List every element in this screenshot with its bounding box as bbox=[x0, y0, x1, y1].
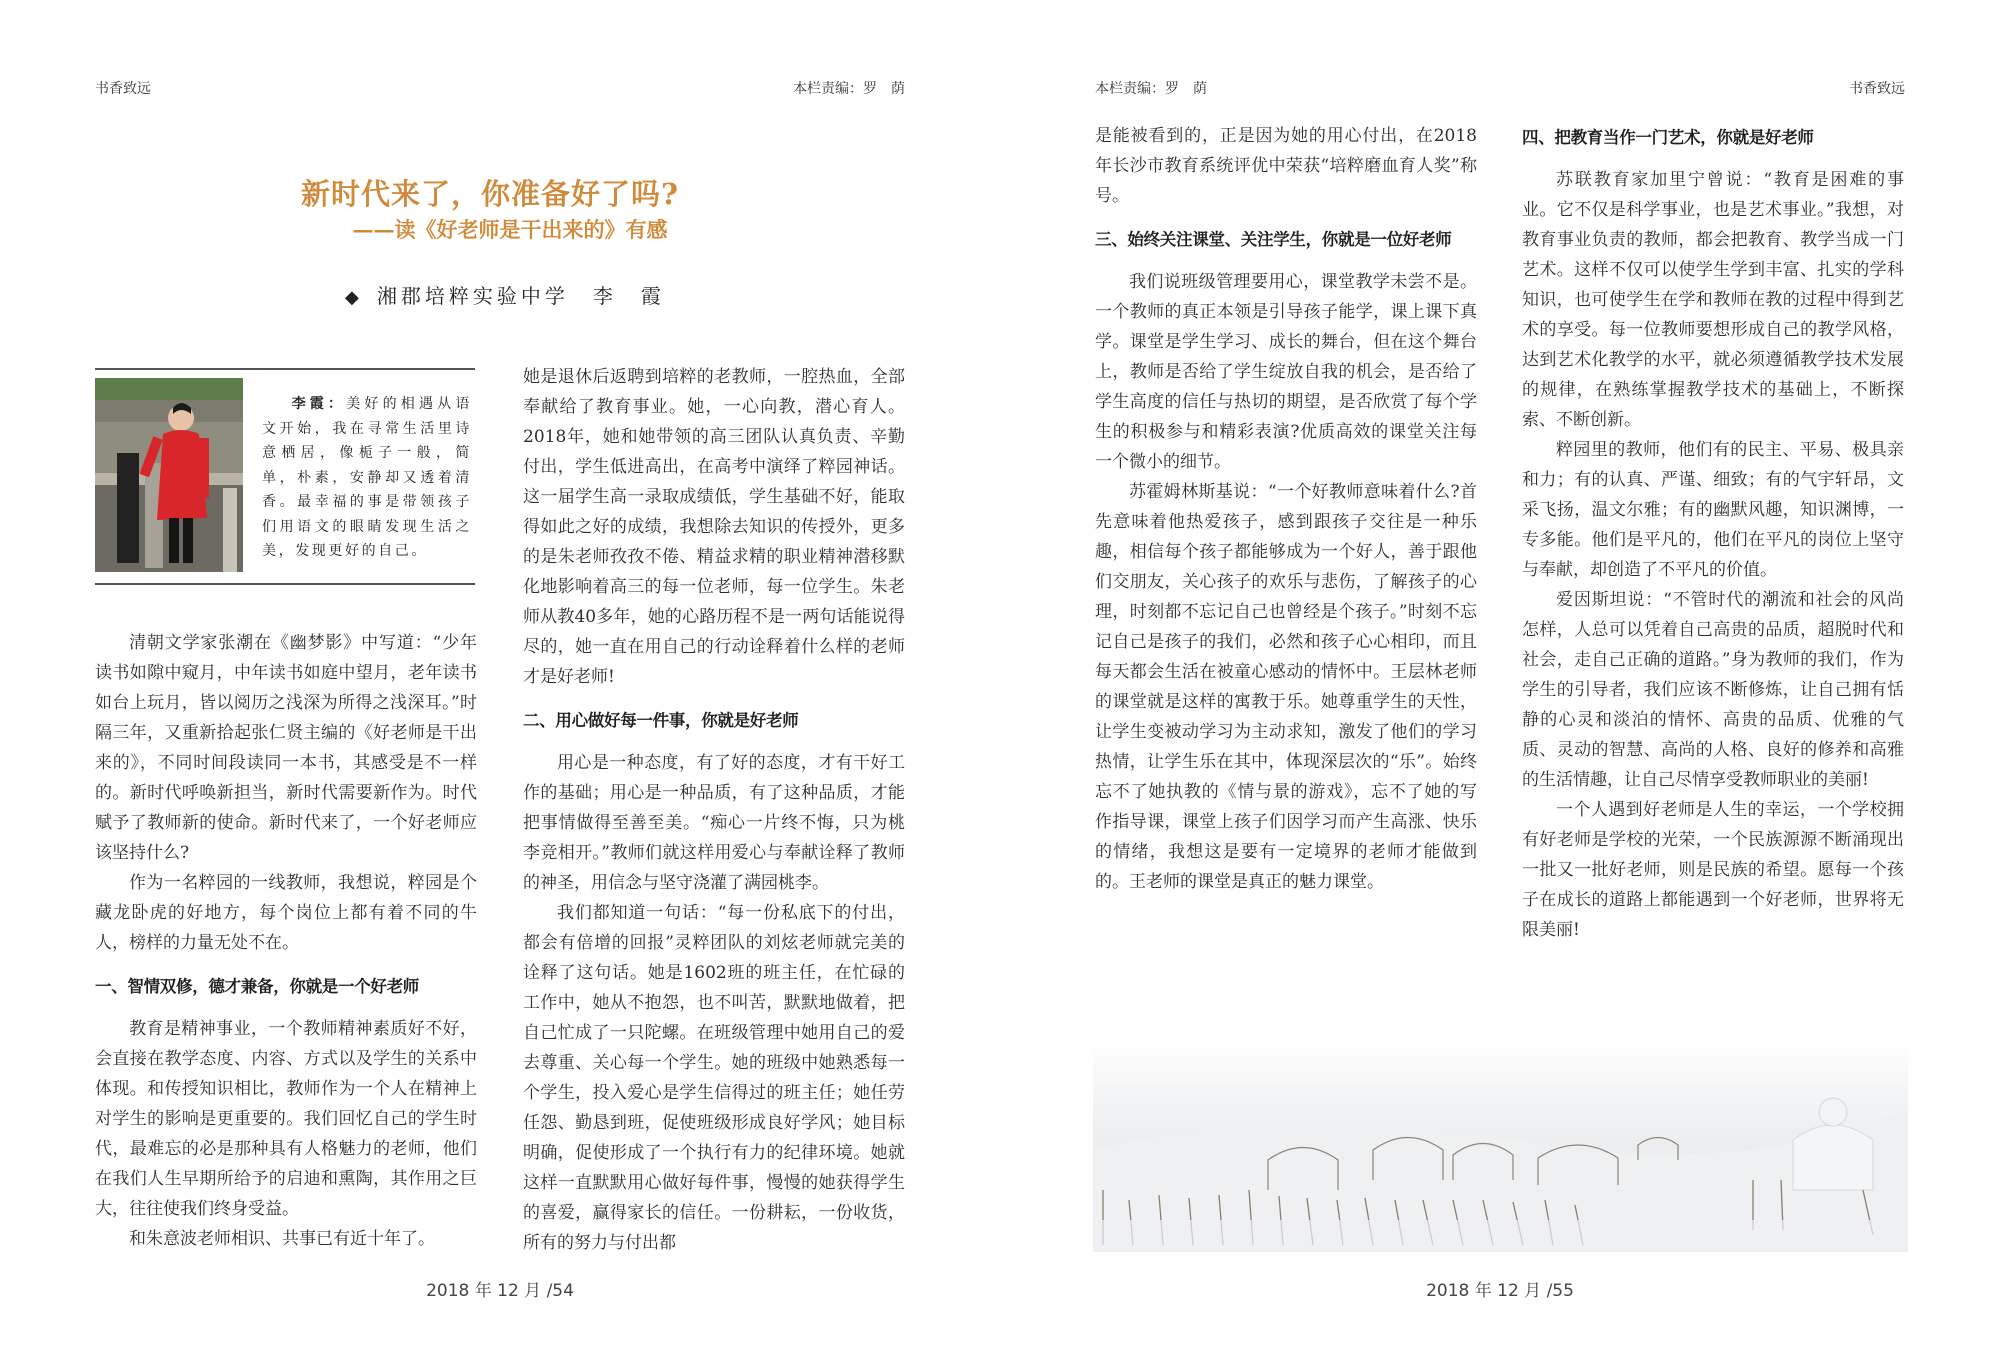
section-heading-4: 四、把教育当作一门艺术，你就是好老师 bbox=[1522, 128, 1814, 147]
paragraph: 教育是精神事业，一个教师精神素质好不好，会直接在教学态度、内容、方式以及学生的关系中体现。和传授知识相比，教师作为一个人在精神上对学生的影响是更重要的。我们回忆自己的学生时代，最难忘的必是那种具有人格魅力的老师，他们在我们人生早期所给予的启迪和熏陶，其作用之巨大，往往使我们终身受益。 bbox=[95, 1019, 477, 1219]
bio-text: 美好的相遇从语文开始，我在寻常生活里诗意栖居，像栀子一般，简单，朴素，安静却又透着清香。最幸福的事是带领孩子们用语文的眼睛发现生活之美，发现更好的自己。 bbox=[262, 396, 472, 559]
snow-yurt-photo bbox=[1093, 1040, 1908, 1252]
right-column-1 bbox=[1095, 121, 1477, 897]
running-header-section: 书香致远 bbox=[1849, 81, 1905, 97]
right-column-2 bbox=[1522, 123, 1904, 945]
paragraph: 用心是一种态度，有了好的态度，才有干好工作的基础；用心是一种品质，有了这种品质，才能把事情做得至善至美。“痴心一片终不悔，只为桃李竞相开。”教师们就这样用爱心与奉献诠释了教师的神圣，用信念与坚守浇灌了满园桃李。 bbox=[523, 753, 905, 893]
running-header-editor: 本栏责编：罗 荫 bbox=[1095, 81, 1207, 97]
author-name: 湘郡培粹实验中学 李 霞 bbox=[376, 284, 665, 308]
paragraph: 作为一名粹园的一线教师，我想说，粹园是个藏龙卧虎的好地方，每个岗位上都有着不同的牛人，榜样的力量无处不在。 bbox=[95, 873, 477, 953]
paragraph: 她是退休后返聘到培粹的老教师，一腔热血，全部奉献给了教育事业。她，一心向教，潜心育人。2018年，她和她带领的高三团队认真负责、辛勤付出，学生低进高出，在高考中演绎了粹园神话。这一届学生高一录取成绩低，学生基础不好，能取得如此之好的成绩，我想除去知识的传授外，更多的是朱老师孜孜不倦、精益求精的职业精神潜移默化地影响着高三的每一位老师，每一位学生。朱老师从教40多年，她的心路历程不是一两句话能说得尽的，她一直在用自己的行动诠释着什么样的老师才是好老师! bbox=[523, 367, 905, 687]
bio-top-rule bbox=[95, 368, 475, 370]
article-title: 新时代来了，你准备好了吗? bbox=[301, 177, 679, 211]
section-heading-1: 一、智情双修，德才兼备，你就是一个好老师 bbox=[95, 977, 420, 996]
paragraph: 苏霍姆林斯基说：“一个好教师意味着什么?首先意味着他热爱孩子，感到跟孩子交往是一种乐趣，相信每个孩子都能够成为一个好人，善于跟他们交朋友，关心孩子的欢乐与悲伤，了解孩子的心理，时刻都不忘记自己也曾经是个孩子。”时刻不忘记自己是孩子的我们，必然和孩子心心相印，而且每天都会生活在被童心感动的情怀中。王层林老师的课堂就是这样的寓教于乐。她尊重学生的天性，让学生变被动学习为主动求知，激发了他们的学习热情，让学生乐在其中，体现深层次的“乐”。始终忘不了她执教的《情与景的游戏》，忘不了她的写作指导课，课堂上孩子们因学习而产生高涨、快乐的情绪，我想这是要有一定境界的老师才能做到的。王老师的课堂是真正的魅力课堂。 bbox=[1095, 482, 1477, 892]
paragraph: 我们说班级管理要用心，课堂教学未尝不是。一个教师的真正本领是引导孩子能学，课上课下真学。课堂是学生学习、成长的舞台，但在这个舞台上，教师是否给了学生绽放自我的机会，是否给了学生高度的信任与热切的期望，是否欣赏了每个学生的积极参与和精彩表演?优质高效的课堂关注每一个微小的细节。 bbox=[1095, 272, 1477, 472]
paragraph: 爱因斯坦说：“不管时代的潮流和社会的风尚怎样，人总可以凭着自己高贵的品质，超脱时代和社会，走自己正确的道路。”身为教师的我们，作为学生的引导者，我们应该不断修炼，让自己拥有恬静的心灵和淡泊的情怀、高贵的品质、优雅的气质、灵动的智慧、高尚的人格、良好的修养和高雅的生活情趣，让自己尽情享受教师职业的美丽! bbox=[1522, 590, 1904, 790]
paragraph: 我们都知道一句话：“每一份私底下的付出，都会有倍增的回报”灵粹团队的刘炫老师就完美的诠释了这句话。她是1602班的班主任，在忙碌的工作中，她从不抱怨，也不叫苦，默默地做着，把自己忙成了一只陀螺。在班级管理中她用自己的爱去尊重、关心每一个学生。她的班级中她熟悉每一个学生，投入爱心是学生信得过的班主任；她任劳任怨、勤恳到班，促使班级形成良好学风；她目标明确，促使形成了一个执行有力的纪律环境。她就这样一直默默用心做好每件事，慢慢的她获得学生的喜爱，赢得家长的信任。一份耕耘，一份收货，所有的努力与付出都 bbox=[523, 903, 905, 1253]
paragraph: 清朝文学家张潮在《幽梦影》中写道：“少年读书如隙中窥月，中年读书如庭中望月，老年读书如台上玩月，皆以阅历之浅深为所得之浅深耳。”时隔三年，又重新拾起张仁贤主编的《好老师是干出来的》，不同时间段读同一本书，其感受是不一样的。新时代呼唤新担当，新时代需要新作为。时代赋予了教师新的使命。新时代来了，一个好老师应该坚持什么? bbox=[95, 633, 477, 863]
article-subtitle: ——读《好老师是干出来的》有感 bbox=[352, 217, 668, 242]
page-number-left: 2018 年 12 月 /54 bbox=[426, 1281, 574, 1301]
running-header-section: 书香致远 bbox=[95, 81, 151, 97]
bio-bottom-rule bbox=[95, 583, 475, 585]
paragraph: 苏联教育家加里宁曾说：“教育是困难的事业。它不仅是科学事业，也是艺术事业。”我想，对教育事业负责的教师，都会把教育、教学当成一门艺术。这样不仅可以使学生学到丰富、扎实的学科知识，也可使学生在学和教师在教的过程中得到艺术的享受。每一位教师要想形成自己的教学风格，达到艺术化教学的水平，就必须遵循教学技术发展的规律，在熟练掌握教学技术的基础上，不断探索、不断创新。 bbox=[1522, 170, 1904, 430]
author-bio bbox=[262, 392, 472, 564]
left-column-1 bbox=[95, 628, 477, 1254]
section-heading-3: 三、始终关注课堂、关注学生，你就是一位好老师 bbox=[1095, 230, 1452, 249]
running-header-editor: 本栏责编：罗 荫 bbox=[793, 81, 905, 97]
section-heading-2: 二、用心做好每一件事，你就是好老师 bbox=[523, 711, 799, 730]
diamond-bullet-icon: ◆ bbox=[345, 287, 363, 308]
bio-name: 李霞： bbox=[290, 396, 347, 412]
paragraph: 是能被看到的，正是因为她的用心付出，在2018年长沙市教育系统评优中荣获“培粹磨血育人奖”称号。 bbox=[1095, 126, 1477, 206]
author-line bbox=[345, 280, 665, 309]
paragraph: 和朱意波老师相识、共事已有近十年了。 bbox=[129, 1229, 435, 1249]
left-column-2 bbox=[523, 362, 905, 1258]
paragraph: 粹园里的教师，他们有的民主、平易、极具亲和力；有的认真、严谨、细致；有的气宇轩昂，文采飞扬，温文尔雅；有的幽默风趣，知识渊博，一专多能。他们是平凡的，他们在平凡的岗位上坚守与奉献，却创造了不平凡的价值。 bbox=[1522, 440, 1904, 580]
page-number-right: 2018 年 12 月 /55 bbox=[1426, 1281, 1574, 1301]
paragraph: 一个人遇到好老师是人生的幸运，一个学校拥有好老师是学校的光荣，一个民族源源不断涌现出一批又一批好老师，则是民族的希望。愿每一个孩子在成长的道路上都能遇到一个好老师，世界将无限美丽! bbox=[1522, 800, 1904, 940]
author-photo bbox=[95, 378, 243, 572]
